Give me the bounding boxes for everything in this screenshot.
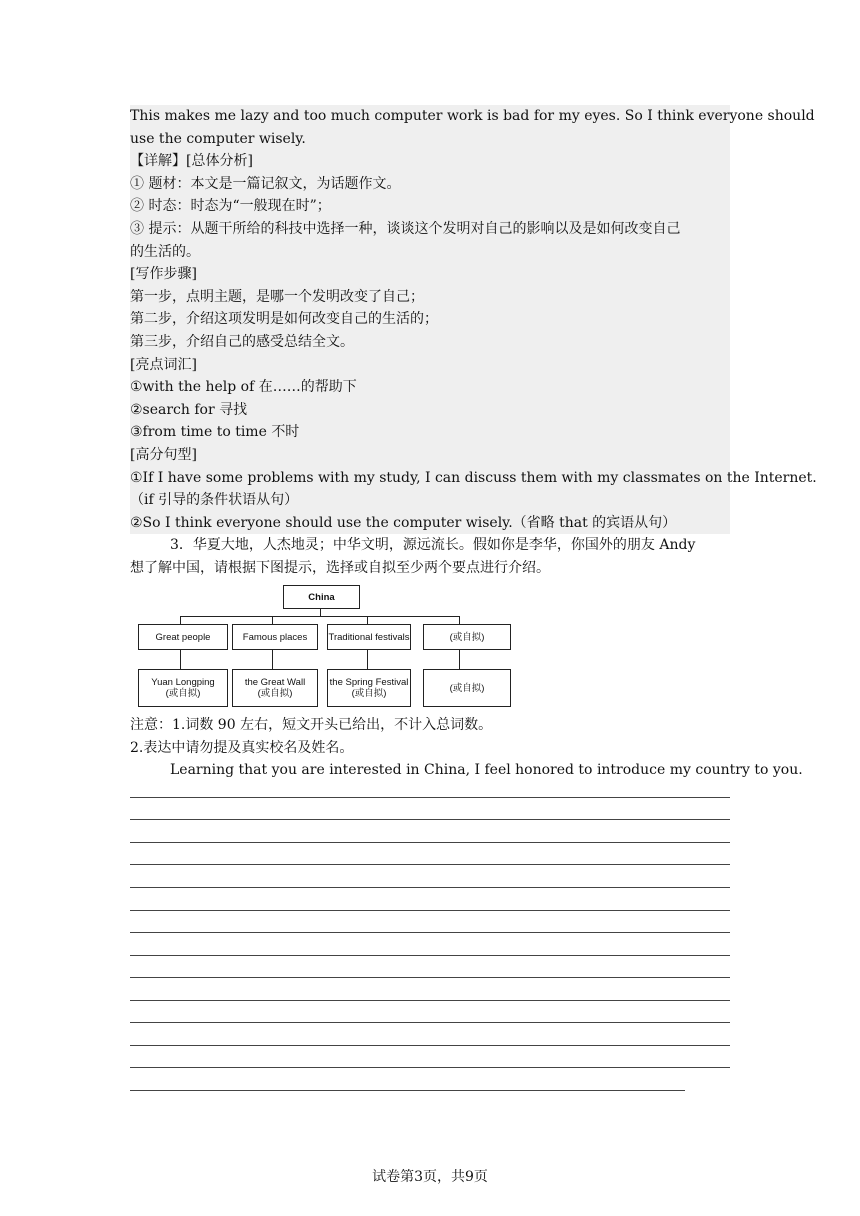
example-yuan-longping: Yuan Longping (或自拟) (138, 669, 228, 707)
china-topic-diagram (138, 585, 518, 710)
writing-line[interactable] (130, 977, 730, 978)
answer-line: use the computer wisely. (130, 130, 306, 147)
writing-line[interactable] (130, 1045, 730, 1046)
connector (367, 649, 368, 669)
answer-line: ①If I have some problems with my study, I can discuss them with my classmates on the Internet. (130, 469, 817, 486)
connector (459, 616, 460, 624)
writing-line[interactable] (130, 1067, 730, 1068)
connector (272, 616, 273, 624)
example-great-wall: the Great Wall (或自拟) (232, 669, 318, 707)
answer-line: ② 时态：时态为“一般现在时”； (130, 198, 331, 215)
note-no-real-names: 2.表达中请勿提及真实校名及姓名。 (130, 739, 354, 756)
connector (367, 616, 368, 624)
connector (180, 616, 181, 624)
writing-line[interactable] (130, 887, 730, 888)
connector (180, 616, 460, 617)
connector (459, 649, 460, 669)
question-3-line-2: 想了解中国，请根据下图提示，选择或自拟至少两个要点进行介绍。 (130, 559, 550, 576)
note-word-count: 注意：1.词数 90 左右，短文开头已给出，不计入总词数。 (130, 717, 493, 733)
writing-line[interactable] (130, 1000, 730, 1001)
answer-line: 第二步，介绍这项发明是如何改变自己的生活的； (130, 311, 438, 328)
writing-line[interactable] (130, 1090, 685, 1091)
answer-line: ①with the help of 在……的帮助下 (130, 379, 357, 396)
answer-line: ②search for 寻找 (130, 401, 248, 418)
connector (180, 649, 181, 669)
answer-line: ③from time to time 不时 (130, 424, 300, 441)
answer-line: 第一步，点明主题，是哪一个发明改变了自己； (130, 288, 424, 305)
answer-explanation (130, 105, 817, 579)
answer-line: 第三步，介绍自己的感受总结全文。 (130, 333, 354, 350)
answer-block (130, 105, 817, 534)
instructions (130, 714, 803, 782)
question-3-line-1: 3．华夏大地，人杰地灵；中华文明，源远流长。假如你是李华，你国外的朋友 Andy (170, 537, 696, 554)
essay-opening-sentence: Learning that you are interested in China, I feel honored to introduce my country to you. (170, 762, 803, 779)
answer-line: [亮点词汇] (130, 356, 197, 373)
answer-line: ③ 提示：从题干所给的科技中选择一种，谈谈这个发明对自己的影响以及是如何改变自己 (130, 220, 681, 237)
answer-line: 的生活的。 (130, 243, 200, 260)
diagram-root-china: China (283, 585, 360, 609)
writing-line[interactable] (130, 1022, 730, 1023)
answer-line: ① 题材：本文是一篇记叙文，为话题作文。 (130, 175, 401, 192)
answer-line: ②So I think everyone should use the computer wisely.（省略 that 的宾语从句） (130, 514, 677, 531)
answer-line: 【详解】[总体分析] (130, 153, 253, 170)
category-great-people: Great people (138, 624, 228, 650)
connector (272, 649, 273, 669)
connector (320, 608, 321, 616)
writing-line[interactable] (130, 797, 730, 798)
answer-line: [写作步骤] (130, 266, 197, 283)
category-self-proposed: (或自拟) (423, 624, 511, 650)
example-spring-festival: the Spring Festival (或自拟) (327, 669, 411, 707)
example-self-proposed: (或自拟) (423, 669, 511, 707)
answer-line: （if 引导的条件状语从句） (130, 492, 299, 509)
page-footer: 试卷第3页，共9页 (372, 1169, 488, 1185)
category-famous-places: Famous places (232, 624, 318, 650)
writing-line[interactable] (130, 819, 730, 820)
answer-line: This makes me lazy and too much computer work is bad for my eyes. So I think everyone should (130, 108, 815, 124)
writing-line[interactable] (130, 955, 730, 956)
writing-line[interactable] (130, 910, 730, 911)
writing-line[interactable] (130, 864, 730, 865)
writing-line[interactable] (130, 842, 730, 843)
writing-line[interactable] (130, 932, 730, 933)
category-traditional-festivals: Traditional festivals (327, 624, 411, 650)
answer-line: [高分句型] (130, 446, 197, 463)
